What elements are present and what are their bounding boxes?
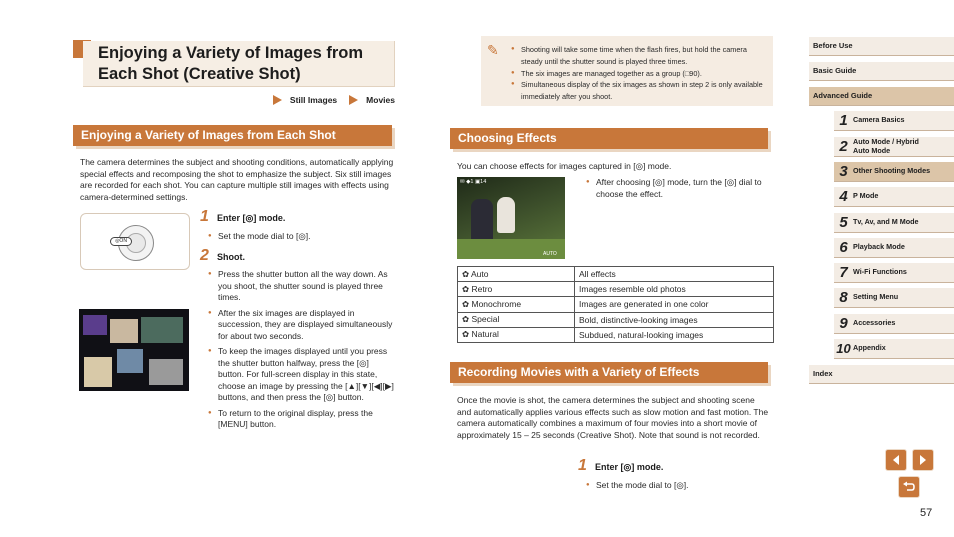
step-1-number: 1 bbox=[200, 208, 209, 225]
effect-icon: ✿ bbox=[462, 298, 472, 309]
sidebar-chapter-9[interactable] bbox=[834, 314, 954, 334]
collage-tile bbox=[117, 349, 143, 373]
step-2-number: 2 bbox=[200, 247, 209, 264]
return-icon bbox=[902, 480, 916, 494]
chapter-number: 9 bbox=[839, 315, 848, 332]
chapter-number: 7 bbox=[839, 264, 848, 281]
list-item: ● To keep the images displayed until you press the shutter button halfway, press the [◎] button. For full-screen display in this state, choose an image by pressing the [▲][▼][◀][▶] buttons, and then press the [◎] button. bbox=[208, 346, 396, 404]
recording-intro: Once the movie is shot, the camera determines the subject and shooting scene and automatically applies various effects such as slow motion and fast motion. The camera automatically combines a maximum of four movies into a short movie of approximately 15 – 25 seconds (Creative Shot). Note that sound is not recorded. bbox=[457, 395, 769, 440]
table-row bbox=[458, 312, 774, 327]
chapter-number: 10 bbox=[836, 341, 851, 356]
breadcrumb-still-images[interactable]: Still Images bbox=[289, 95, 338, 105]
chapter-number: 4 bbox=[839, 188, 848, 205]
table-row bbox=[458, 297, 774, 312]
chapter-label: Tv, Av, and M Mode bbox=[853, 217, 919, 227]
sidebar-chapter-3[interactable] bbox=[834, 162, 954, 182]
photo-adult-figure bbox=[471, 199, 493, 243]
return-button[interactable] bbox=[898, 476, 920, 498]
effect-name: ✿ Natural bbox=[458, 327, 575, 342]
arrow-icon bbox=[349, 95, 358, 105]
collage-tile bbox=[149, 359, 183, 385]
chapter-label: Wi-Fi Functions bbox=[853, 267, 907, 277]
sidebar-chapter-7[interactable] bbox=[834, 263, 954, 283]
sidebar-before-use[interactable]: Before Use bbox=[809, 37, 954, 56]
previous-page-button[interactable] bbox=[885, 449, 907, 471]
effect-desc: All effects bbox=[575, 267, 774, 282]
sidebar-index[interactable]: Index bbox=[809, 365, 954, 384]
camera-osd-top: ✉ ◆1 ▣14 bbox=[460, 179, 487, 185]
table-row bbox=[458, 282, 774, 297]
sidebar-chapter-8[interactable] bbox=[834, 288, 954, 308]
chapter-label: Auto Mode / Hybrid Auto Mode bbox=[853, 137, 919, 155]
chapter-number: 1 bbox=[839, 112, 848, 129]
choosing-intro: You can choose effects for images captured in [◎] mode. bbox=[457, 161, 672, 171]
recording-step-number: 1 bbox=[578, 457, 587, 474]
sidebar-chapter-1[interactable] bbox=[834, 111, 954, 131]
arrow-icon bbox=[273, 95, 282, 105]
sidebar-chapter-10[interactable] bbox=[834, 339, 954, 359]
step-1-title: Enter [◎] mode. bbox=[217, 213, 286, 223]
choosing-bullets bbox=[586, 177, 772, 204]
effect-name: ✿ Auto bbox=[458, 267, 575, 282]
effect-name: ✿ Retro bbox=[458, 282, 575, 297]
effect-desc: Bold, distinctive-looking images bbox=[575, 312, 774, 327]
breadcrumb bbox=[273, 95, 395, 105]
sidebar-chapter-5[interactable] bbox=[834, 213, 954, 233]
chapter-number: 6 bbox=[839, 239, 848, 256]
arrow-left-icon bbox=[890, 454, 902, 466]
list-item: ● After choosing [◎] mode, turn the [◎] dial to choose the effect. bbox=[586, 177, 772, 200]
intro-text: The camera determines the subject and shooting conditions, automatically applying special effects and recomposing the shot to emphasize the subject. Six still images are recorded for each shot. You can capture multiple still images with effects using camera-determined settings. bbox=[80, 157, 394, 202]
collage-tile bbox=[141, 317, 183, 343]
list-item: ● Press the shutter button all the way down. As you shoot, the shutter sound is played three times. bbox=[208, 269, 396, 304]
section-header-choosing-effects: Choosing Effects bbox=[450, 128, 768, 149]
sidebar-chapter-2[interactable] bbox=[834, 137, 954, 157]
next-page-button[interactable] bbox=[912, 449, 934, 471]
tip-box bbox=[481, 36, 773, 106]
mode-dial-marker: ◎ON bbox=[110, 237, 132, 246]
list-item: ● The six images are managed together as a group (□90). bbox=[511, 68, 766, 80]
step-1-bullets bbox=[208, 231, 398, 247]
sidebar-basic-guide[interactable]: Basic Guide bbox=[809, 62, 954, 81]
pencil-icon: ✎ bbox=[487, 42, 499, 58]
effect-name: ✿ Monochrome bbox=[458, 297, 575, 312]
section-header-variety: Enjoying a Variety of Images from Each Shot bbox=[73, 125, 392, 146]
sidebar-advanced-guide[interactable]: Advanced Guide bbox=[809, 87, 954, 106]
tip-bullets bbox=[511, 44, 766, 103]
sidebar-chapter-6[interactable] bbox=[834, 238, 954, 258]
effect-icon: ✿ bbox=[462, 283, 472, 294]
chapter-label: Camera Basics bbox=[853, 115, 905, 125]
page-number: 57 bbox=[920, 507, 933, 519]
chapter-number: 8 bbox=[839, 289, 848, 306]
list-item: ● Simultaneous display of the six images as shown in step 2 is only available immediately after you shoot. bbox=[511, 79, 766, 103]
collage-tile bbox=[110, 319, 138, 343]
effect-desc: Images are generated in one color bbox=[575, 297, 774, 312]
camera-screen-photo bbox=[457, 177, 565, 259]
chapter-label: Setting Menu bbox=[853, 292, 899, 302]
six-image-collage-photo bbox=[79, 309, 189, 391]
list-item: ● Shooting will take some time when the flash fires, but hold the camera steady until the shutter sound is played three times. bbox=[511, 44, 766, 68]
table-row bbox=[458, 267, 774, 282]
step-2-title: Shoot. bbox=[217, 252, 245, 262]
section-header-recording-movies: Recording Movies with a Variety of Effects bbox=[450, 362, 768, 383]
list-item: ● After the six images are displayed in succession, they are displayed simultaneously for about two seconds. bbox=[208, 308, 396, 343]
effect-icon: ✿ bbox=[462, 314, 472, 325]
chapter-label: Other Shooting Modes bbox=[853, 166, 931, 176]
page-title: Enjoying a Variety of Images from Each Shot (Creative Shot) bbox=[98, 44, 363, 83]
collage-tile bbox=[84, 357, 112, 387]
camera-osd-auto: AUTO bbox=[543, 251, 557, 257]
chapter-number: 2 bbox=[839, 138, 848, 155]
chapter-number: 3 bbox=[839, 163, 848, 180]
list-item: ● To return to the original display, press the [MENU] button. bbox=[208, 408, 396, 431]
list-item: ● Set the mode dial to [◎]. bbox=[586, 480, 772, 492]
arrow-right-icon bbox=[917, 454, 929, 466]
table-row bbox=[458, 327, 774, 342]
recording-step-title: Enter [◎] mode. bbox=[595, 462, 664, 472]
chapter-label: Appendix bbox=[853, 343, 886, 353]
effects-table bbox=[457, 266, 774, 343]
step-2-bullets bbox=[208, 269, 396, 435]
effect-name: ✿ Special bbox=[458, 312, 575, 327]
chapter-label: Accessories bbox=[853, 318, 896, 328]
effect-icon: ✿ bbox=[462, 329, 472, 340]
breadcrumb-movies[interactable]: Movies bbox=[366, 95, 395, 105]
chapter-label: Playback Mode bbox=[853, 242, 905, 252]
effect-desc: Subdued, natural-looking images bbox=[575, 327, 774, 342]
chapter-number: 5 bbox=[839, 214, 848, 231]
chapter-label: P Mode bbox=[853, 191, 879, 201]
photo-child-figure bbox=[497, 197, 515, 233]
effect-icon: ✿ bbox=[462, 268, 472, 279]
collage-tile bbox=[83, 315, 107, 335]
list-item: ● Set the mode dial to [◎]. bbox=[208, 231, 398, 243]
sidebar-chapter-4[interactable] bbox=[834, 187, 954, 207]
recording-bullets bbox=[586, 480, 772, 496]
effect-desc: Images resemble old photos bbox=[575, 282, 774, 297]
